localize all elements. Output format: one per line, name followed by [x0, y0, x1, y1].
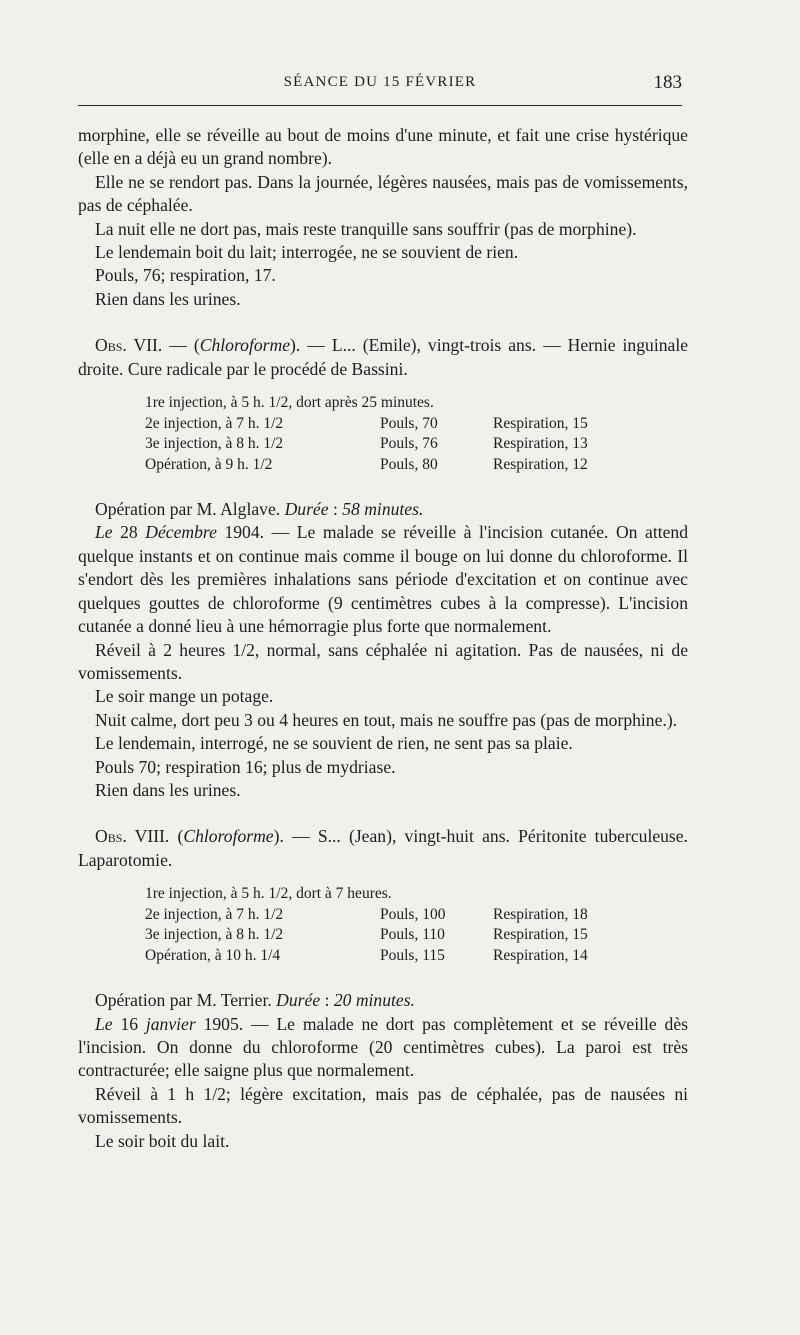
table-cell: Respiration, 14 [493, 946, 588, 964]
paragraph: Le lendemain boit du lait; interrogée, ne se souvient de rien. [95, 242, 519, 263]
table-cell: Respiration, 13 [493, 435, 588, 453]
table-row [145, 455, 688, 476]
agent: Chloroforme [183, 826, 274, 847]
table-row [145, 414, 688, 435]
running-title: SÉANCE DU 15 FÉVRIER [283, 74, 477, 90]
text-fragment: ). — L... (Emile), vingt-trois ans. — Hernie inguinale droite. Cure radicale par le procédé de Bassini. [78, 335, 689, 379]
paragraph: Elle ne se rendort pas. Dans la journée, légères nausées, mais pas de vomissements, pas de céphalée. [78, 171, 688, 216]
table-cell: 3e injection, à 8 h. 1/2 [145, 926, 284, 944]
text-fragment: 16 [112, 1013, 146, 1034]
date-prefix: Le [95, 522, 113, 543]
paragraph: Réveil à 2 heures 1/2, normal, sans céphalée ni agitation. Pas de nausées, ni de vomissements. [78, 639, 688, 683]
text-fragment: 1904. [216, 522, 265, 543]
text-fragment: — Le malade ne dort pas complètement et se réveille dès l'incision. On donne du chloroforme (20 centimètres cubes). La paroi est très contracturée; elle saigne plus que normalement. [78, 1013, 688, 1081]
paragraph: Pouls, 76; respiration, 17. [95, 265, 276, 286]
table-cell: Pouls, 80 [380, 455, 438, 473]
table-cell: Pouls, 76 [380, 435, 438, 453]
table-cell: 1re injection, à 5 h. 1/2, dort après 25 minutes. [145, 394, 434, 412]
operation-line [78, 498, 688, 521]
table-cell: Respiration, 15 [493, 926, 588, 944]
spacer [78, 311, 688, 334]
injection-table [145, 393, 688, 475]
paragraph: morphine, elle se réveille au bout de moins d'une minute, et fait une crise hystérique (elle en a déjà eu un grand nombre). [78, 125, 688, 169]
page-number: 183 [653, 72, 682, 93]
text-fragment: Opération par M. Terrier. [95, 990, 277, 1011]
table-cell: Pouls, 70 [380, 414, 438, 432]
table-row [145, 946, 688, 967]
table-cell: 1re injection, à 5 h. 1/2, dort à 7 heures. [145, 885, 392, 903]
table-cell: Pouls, 100 [380, 905, 446, 923]
table-cell: Pouls, 115 [380, 946, 445, 964]
paragraph: Rien dans les urines. [95, 779, 241, 800]
observation-heading [78, 825, 688, 872]
spacer [78, 966, 688, 989]
spacer [78, 802, 688, 825]
agent: Chloroforme [199, 335, 291, 356]
spacer [78, 475, 688, 498]
text-fragment: — ( [162, 335, 200, 356]
table-row [145, 905, 688, 926]
operation-line [78, 989, 688, 1012]
duration-label: Durée [284, 499, 329, 520]
paragraph: La nuit elle ne dort pas, mais reste tranquille sans souffrir (pas de morphine). [95, 218, 637, 239]
spacer [78, 872, 688, 884]
injection-table [145, 884, 688, 966]
spacer [78, 381, 688, 393]
duration-value: 20 minutes. [333, 990, 415, 1011]
paragraph: Le soir boit du lait. [95, 1130, 230, 1151]
duration-label: Durée [276, 990, 321, 1011]
text-fragment: 1905. [195, 1013, 244, 1034]
text-fragment: 28 [112, 522, 146, 543]
text-fragment: ( [169, 826, 184, 847]
table-cell: Respiration, 18 [493, 905, 588, 923]
page-header [78, 72, 682, 98]
paragraph [78, 521, 688, 638]
paragraph: Pouls 70; respiration 16; plus de mydriase. [95, 756, 396, 777]
table-cell: Respiration, 15 [493, 414, 588, 432]
table-row [145, 393, 688, 414]
paragraph [78, 1013, 688, 1083]
table-row [145, 434, 688, 455]
table-cell: 2e injection, à 7 h. 1/2 [145, 905, 284, 923]
table-cell: Respiration, 12 [493, 455, 588, 473]
text-fragment: ). — S... (Jean), vingt-huit ans. Péritonite tuberculeuse. Laparotomie. [78, 826, 688, 870]
table-cell: Pouls, 110 [380, 926, 445, 944]
paragraph: Le soir mange un potage. [95, 686, 274, 707]
text-fragment: — Le malade se réveille à l'incision cutanée. On attend quelque instants et on continue mais comme il bouge on lui donne du chloroforme. Il s'endort dès les premières inhalations sans période d'excitation et on continue avec quelques gouttes de chloroforme (9 centimètres cubes à la compresse). L'incision cutanée a donné lieu à une hémorragie plus forte que normalement. [78, 522, 689, 637]
paragraph: Réveil à 1 h 1/2; légère excitation, mais pas de céphalée, pas de nausées ni vomissements. [78, 1083, 688, 1128]
paragraph: Rien dans les urines. [95, 288, 241, 309]
text-fragment: : [320, 990, 334, 1011]
duration-value: 58 minutes. [342, 499, 424, 520]
date-prefix: Le [95, 1013, 113, 1034]
table-cell: 2e injection, à 7 h. 1/2 [145, 414, 284, 432]
obs-label: Obs. VII. [95, 335, 163, 356]
table-cell: Opération, à 10 h. 1/4 [145, 946, 281, 964]
paragraph: Le lendemain, interrogé, ne se souvient de rien, ne sent pas sa plaie. [95, 733, 573, 754]
observation-heading [78, 334, 688, 381]
text-fragment: Opération par M. Alglave. [95, 499, 285, 520]
date-month: janvier [145, 1013, 196, 1034]
table-row [145, 925, 688, 946]
obs-label: Obs. VIII. [95, 826, 170, 847]
table-cell: Opération, à 9 h. 1/2 [145, 455, 273, 473]
table-row [145, 884, 688, 905]
body-text [78, 124, 688, 1153]
text-fragment: : [328, 499, 343, 520]
paragraph: Nuit calme, dort peu 3 ou 4 heures en tout, mais ne souffre pas (pas de morphine.). [95, 709, 678, 730]
table-cell: 3e injection, à 8 h. 1/2 [145, 435, 284, 453]
date-month: Décembre [145, 522, 217, 543]
header-rule [78, 105, 682, 106]
